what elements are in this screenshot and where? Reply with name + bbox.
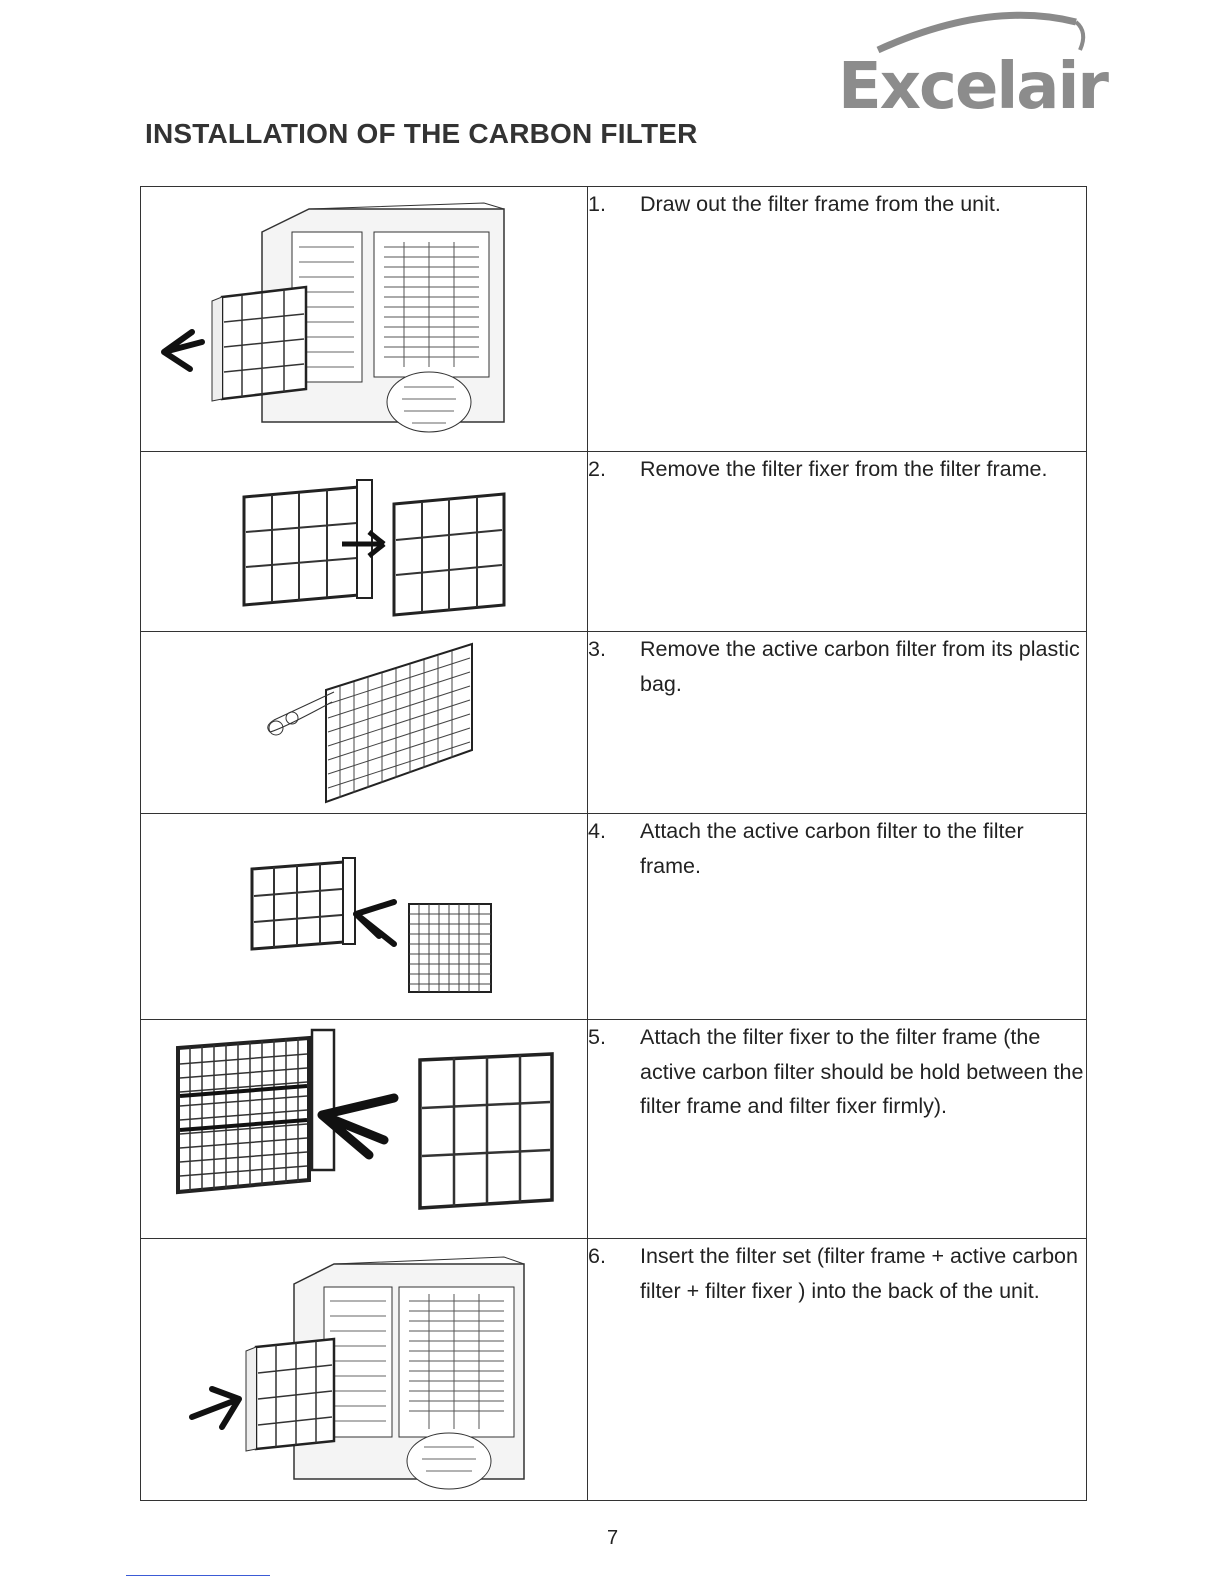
step-number: 6. [588,1244,606,1268]
step-row [141,632,1087,814]
svg-text:Excelair: Excelair [838,50,1107,118]
step-number: 2. [588,457,606,481]
step-row [141,187,1087,452]
step-text: Attach the active carbon filter to the filter frame. [640,819,1024,878]
step-illustration-attach-carbon [141,814,588,1020]
step-number: 1. [588,192,606,216]
step-text: Attach the filter fixer to the filter frame (the active carbon filter should be hold between the filter frame and filter fixer firmly). [640,1025,1084,1118]
step-row [141,1239,1087,1501]
step-text: Remove the filter fixer from the filter frame. [640,457,1048,481]
step-text: Draw out the filter frame from the unit. [640,192,1001,216]
step-row [141,814,1087,1020]
step-row [141,452,1087,632]
step-illustration-carbon-filter-bag [141,632,588,814]
step-text: Remove the active carbon filter from its plastic bag. [640,637,1080,696]
instruction-table [140,186,1087,1501]
step-number: 3. [588,637,606,661]
page-title: INSTALLATION OF THE CARBON FILTER [145,118,698,149]
excelair-logo [838,10,1110,118]
step-illustration-attach-fixer [141,1020,588,1239]
footer-link-underline [126,1575,270,1576]
step-row [141,1020,1087,1239]
step-illustration-unit-draw-out [141,187,588,452]
step-illustration-remove-fixer [141,452,588,632]
step-number: 4. [588,819,606,843]
step-text: Insert the filter set (filter frame + active carbon filter + filter fixer ) into the back of the unit. [640,1244,1078,1303]
step-number: 5. [588,1025,606,1049]
step-illustration-insert-filter-set [141,1239,588,1501]
page-number: 7 [606,1527,619,1549]
